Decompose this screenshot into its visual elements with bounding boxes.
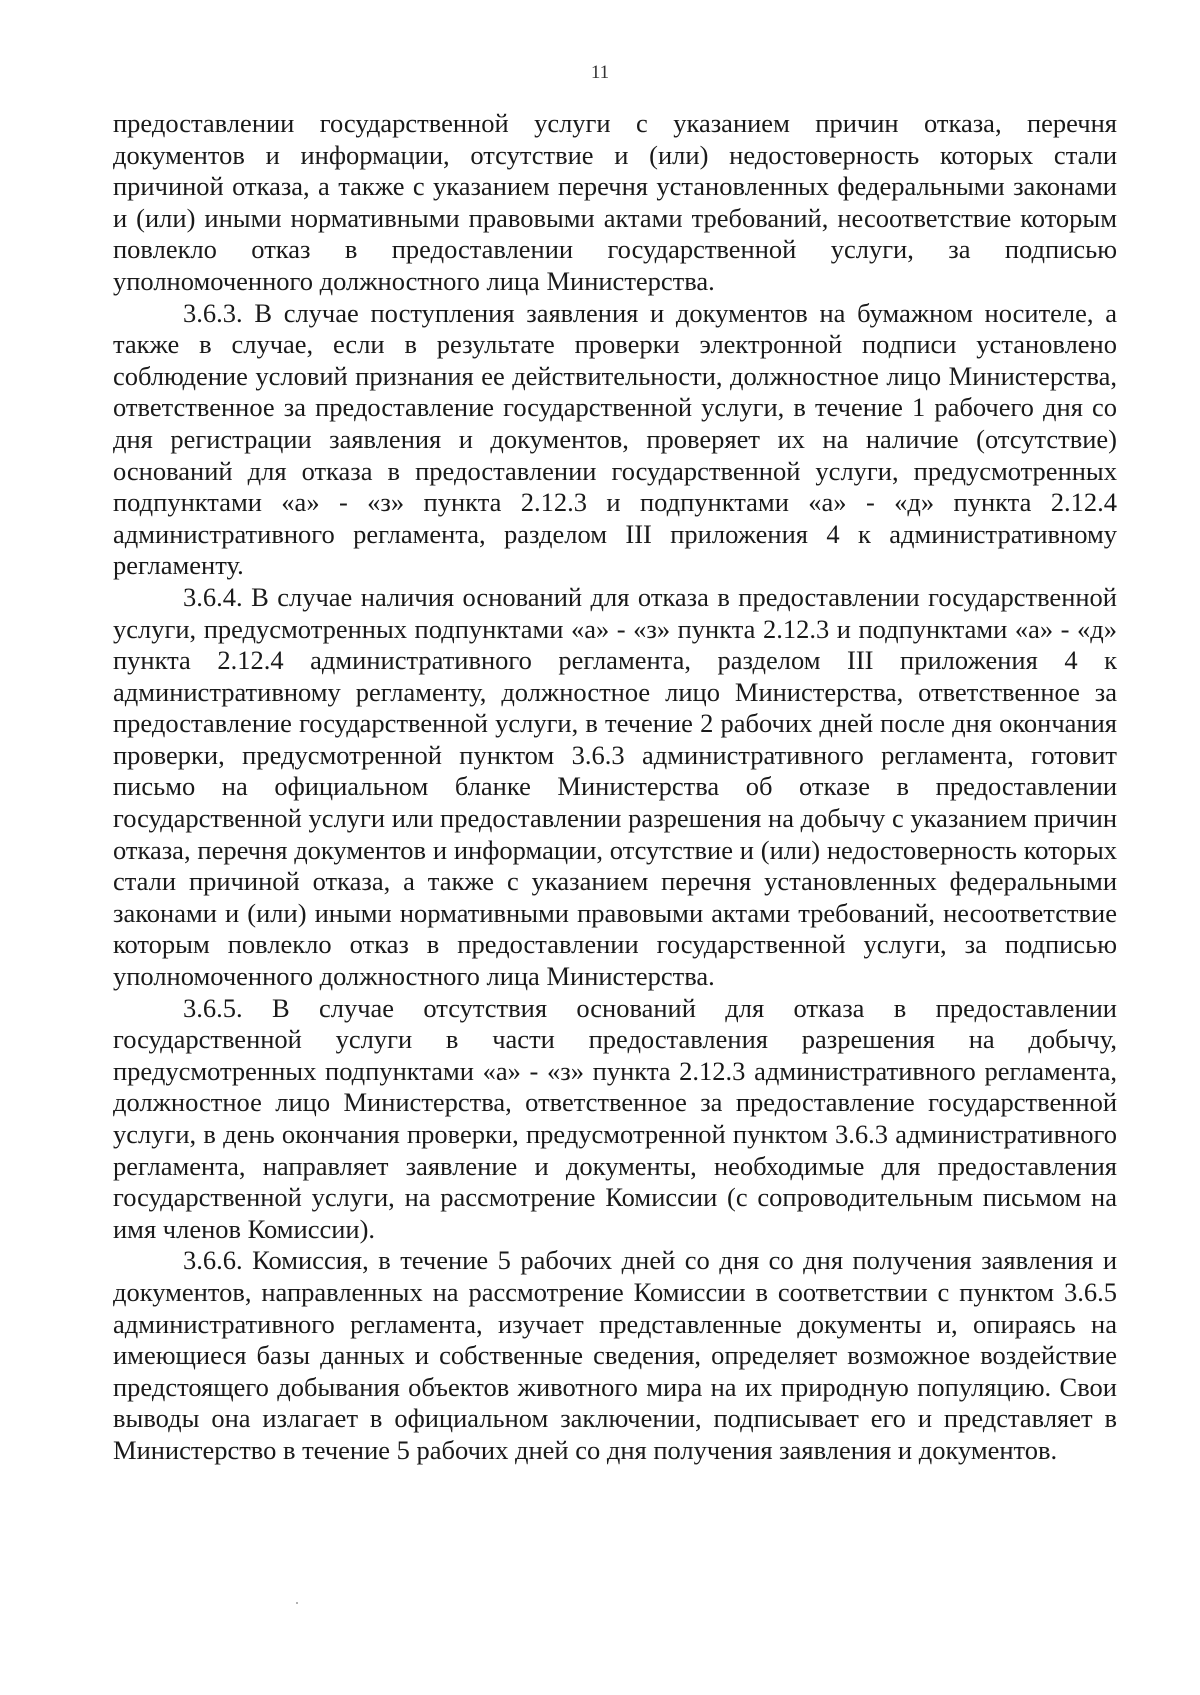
- paragraph-3-6-5: 3.6.5. В случае отсутствия оснований для отказа в предоставлении государственной услуги в части предоставления разрешения на добычу, предусмотренных подпунктами «а» - «з» пункта 2.12.3 административного регламента, должностное лицо Министерства, ответственное за предоставление государственной услуги, в день окончания проверки, предусмотренной пунктом 3.6.3 административного регламента, направляет заявление и документы, необходимые для предоставления государственной услуги, на рассмотрение Комиссии (с сопроводительным письмом на имя членов Комиссии).: [113, 992, 1117, 1244]
- document-body: [113, 108, 1117, 1467]
- page-number: 11: [590, 62, 610, 83]
- paragraph-3-6-4: 3.6.4. В случае наличия оснований для отказа в предоставлении государственной услуги, предусмотренных подпунктами «а» - «з» пункта 2.12.3 и подпунктами «а» - «д» пункта 2.12.4 административного регламента, разделом III приложения 4 к административному регламенту, должностное лицо Министерства, ответственное за предоставление государственной услуги, в течение 2 рабочих дней после дня окончания проверки, предусмотренной пунктом 3.6.3 административного регламента, готовит письмо на официальном бланке Министерства об отказе в предоставлении государственной услуги или предоставлении разрешения на добычу с указанием причин отказа, перечня документов и информации, отсутствие и (или) недостоверность которых стали причиной отказа, а также с указанием перечня установленных федеральными законами и (или) иными нормативными правовыми актами требований, несоответствие которым повлекло отказ в предоставлении государственной услуги, за подписью уполномоченного должностного лица Министерства.: [113, 581, 1117, 992]
- paragraph-3-6-6: 3.6.6. Комиссия, в течение 5 рабочих дней со дня со дня получения заявления и документов, направленных на рассмотрение Комиссии в соответствии с пунктом 3.6.5 административного регламента, изучает представленные документы и, опираясь на имеющиеся базы данных и собственные сведения, определяет возможное воздействие предстоящего добывания объектов животного мира на их природную популяцию. Свои выводы она излагает в официальном заключении, подписывает его и представляет в Министерство в течение 5 рабочих дней со дня получения заявления и документов.: [113, 1245, 1117, 1465]
- paragraph-3-6-3: 3.6.3. В случае поступления заявления и документов на бумажном носителе, а также в случае, если в результате проверки электронной подписи установлено соблюдение условий признания ее действительности, должностное лицо Министерства, ответственное за предоставление государственной услуги, в течение 1 рабочего дня со дня регистрации заявления и документов, проверяет их на наличие (отсутствие) оснований для отказа в предоставлении государственной услуги, предусмотренных подпунктами «а» - «з» пункта 2.12.3 и подпунктами «а» - «д» пункта 2.12.4 административного регламента, разделом III приложения 4 к административному регламенту.: [113, 297, 1117, 581]
- paragraph-continuation: предоставлении государственной услуги с указанием причин отказа, перечня документов и информации, отсутствие и (или) недостоверность которых стали причиной отказа, а также с указанием перечня установленных федеральными законами и (или) иными нормативными правовыми актами требований, несоответствие которым повлекло отказ в предоставлении государственной услуги, за подписью уполномоченного должностного лица Министерства.: [113, 108, 1117, 296]
- scan-artifact: [296, 1602, 298, 1604]
